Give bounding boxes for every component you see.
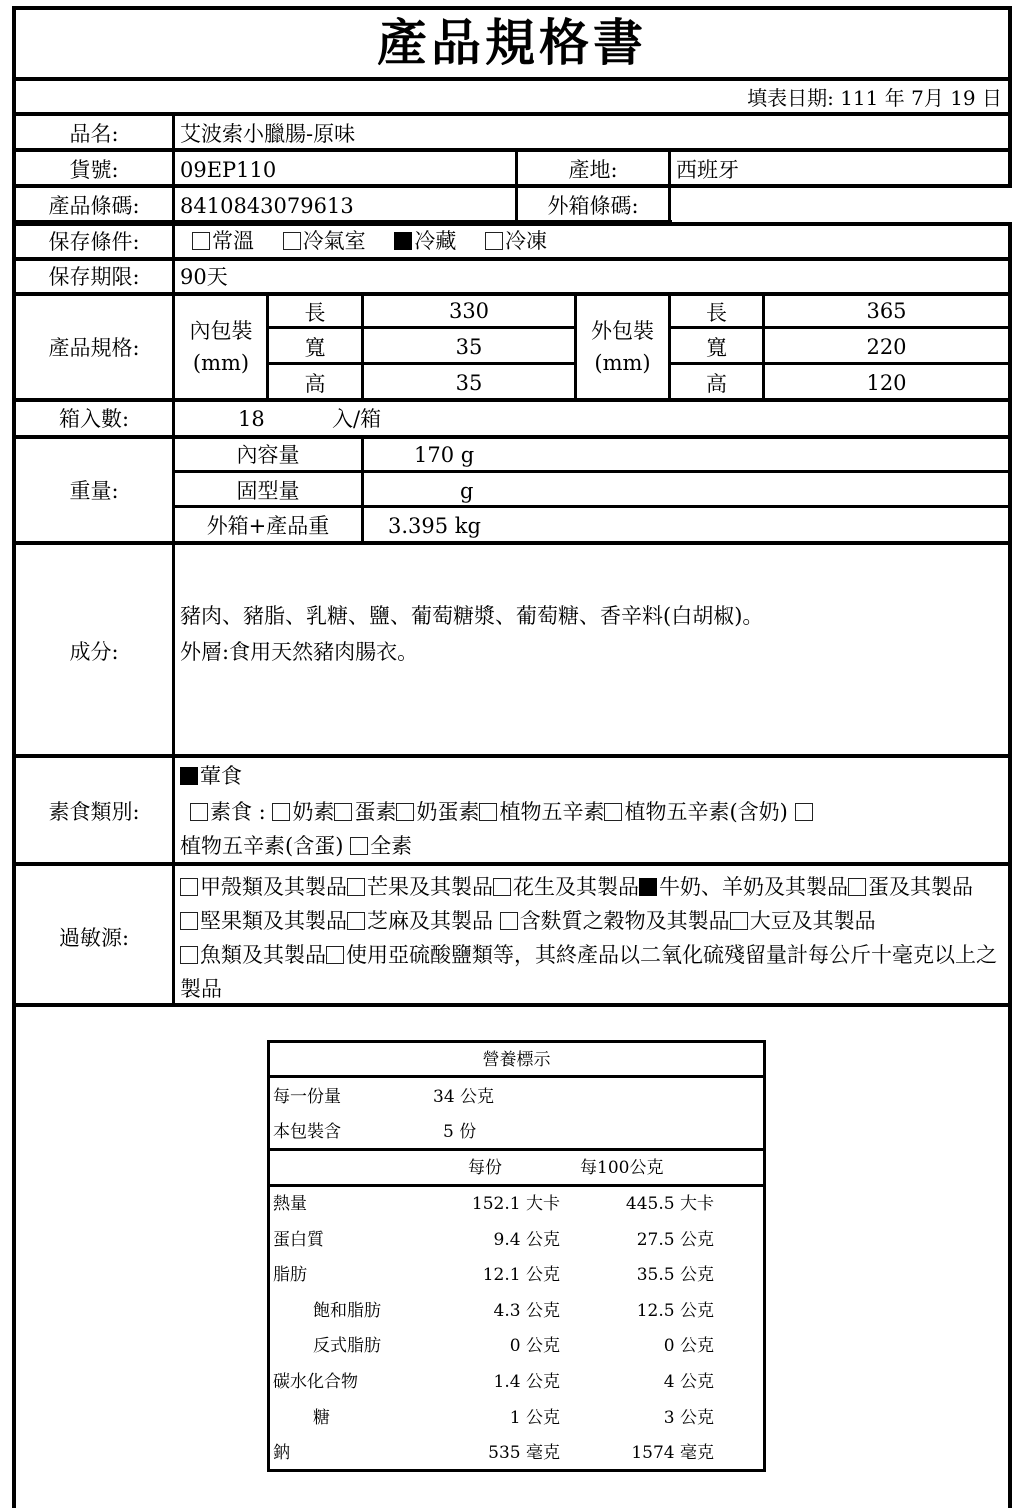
checkbox-icon[interactable] bbox=[848, 878, 866, 896]
nutrient-name: 反式脂肪 bbox=[313, 1336, 381, 1357]
inner-width-label: 寬 bbox=[304, 336, 326, 360]
nutrient-name: 飽和脂肪 bbox=[313, 1300, 381, 1321]
inner-length-label: 長 bbox=[304, 301, 326, 325]
inner-width-value[interactable]: 35 bbox=[455, 335, 483, 359]
col-per-100g: 每100公克 bbox=[580, 1158, 664, 1178]
fill-date-year: 111 bbox=[840, 86, 879, 110]
storage-options bbox=[192, 231, 569, 252]
nutrient-name: 蛋白質 bbox=[273, 1229, 324, 1250]
checkbox-icon[interactable] bbox=[639, 878, 657, 896]
storage-label: 保存條件: bbox=[48, 230, 140, 254]
option-label: 蛋素 bbox=[354, 800, 397, 824]
option-label: 魚類及其製品 bbox=[200, 943, 326, 967]
weight-label: 重量: bbox=[69, 479, 119, 503]
carton-qty-value[interactable]: 18 bbox=[238, 407, 265, 431]
checkbox-icon[interactable] bbox=[795, 803, 813, 821]
option-label: 冷氣室 bbox=[302, 229, 366, 253]
nutrient-name: 糖 bbox=[313, 1407, 330, 1428]
allergen-option[interactable] bbox=[639, 875, 848, 899]
nutrient-per-serving: 4.3 公克 bbox=[493, 1300, 560, 1321]
nutrition-title: 營養標示 bbox=[482, 1050, 551, 1070]
inner-pack-title: 內包裝 bbox=[189, 319, 253, 343]
inner-height-label: 高 bbox=[304, 372, 326, 396]
item-no-label: 貨號: bbox=[69, 158, 119, 182]
checkbox-icon[interactable] bbox=[396, 803, 414, 821]
origin-value[interactable]: 西班牙 bbox=[676, 158, 739, 182]
checkbox-icon[interactable] bbox=[394, 232, 412, 250]
veg-option[interactable] bbox=[604, 800, 787, 824]
rule bbox=[174, 505, 1012, 508]
product-name-value[interactable]: 艾波索小臘腸-原味 bbox=[180, 122, 356, 146]
ingredients-label: 成分: bbox=[69, 640, 119, 664]
option-label: 植物五辛素 bbox=[499, 800, 605, 824]
rule bbox=[669, 326, 1012, 329]
drained-weight-value[interactable]: g bbox=[460, 479, 474, 503]
allergen-option[interactable] bbox=[180, 943, 326, 967]
ingredients-line-1: 豬肉、豬脂、乳糖、鹽、葡萄糖漿、葡萄糖、香辛料(白胡椒)。 bbox=[180, 604, 764, 628]
checkbox-icon[interactable] bbox=[500, 912, 518, 930]
rule bbox=[12, 222, 1012, 226]
checkbox-icon[interactable] bbox=[180, 878, 198, 896]
outer-height-label: 高 bbox=[706, 372, 727, 396]
storage-option[interactable] bbox=[394, 231, 456, 252]
page-title: 產品規格書 bbox=[377, 13, 647, 72]
checkbox-icon[interactable] bbox=[479, 803, 497, 821]
rule bbox=[12, 292, 1012, 296]
nutrient-per-serving: 1.4 公克 bbox=[493, 1372, 560, 1392]
servings-value: 5 份 bbox=[443, 1122, 477, 1142]
spec-label: 產品規格: bbox=[48, 336, 140, 360]
carton-qty-label: 箱入數: bbox=[58, 407, 130, 431]
fill-date-year-unit: 年 bbox=[884, 86, 905, 110]
rule bbox=[12, 257, 1012, 261]
gross-weight-value[interactable]: 3.395 kg bbox=[388, 514, 481, 538]
rule bbox=[12, 541, 1012, 545]
rule bbox=[12, 754, 1012, 758]
checkbox-icon[interactable] bbox=[190, 803, 208, 821]
rule bbox=[12, 6, 1012, 10]
rule bbox=[267, 1148, 766, 1151]
rule bbox=[267, 326, 576, 329]
allergens-label: 過敏源: bbox=[58, 926, 130, 950]
net-content-value[interactable]: 170 g bbox=[414, 443, 475, 467]
option-label: 冷凍 bbox=[505, 229, 548, 253]
rule bbox=[12, 862, 1012, 866]
nutrient-per-100g: 35.5 公克 bbox=[636, 1265, 714, 1286]
veg-option[interactable] bbox=[334, 800, 396, 824]
rule bbox=[12, 435, 1012, 439]
option-label: 植物五辛素(含奶) bbox=[624, 800, 788, 824]
checkbox-icon[interactable] bbox=[180, 912, 198, 930]
option-label: 常溫 bbox=[212, 229, 254, 253]
outer-pack-unit: (mm) bbox=[594, 351, 651, 375]
checkbox-icon[interactable] bbox=[180, 946, 198, 964]
serving-size-value: 34 公克 bbox=[433, 1087, 495, 1107]
vegetarian-label: 素食類別: bbox=[48, 800, 140, 824]
checkbox-icon[interactable] bbox=[730, 912, 748, 930]
option-label: 全素 bbox=[370, 834, 413, 858]
inner-pack-unit: (mm) bbox=[192, 351, 250, 375]
drained-weight-label: 固型量 bbox=[236, 479, 300, 503]
nutrient-per-100g: 0 公克 bbox=[663, 1336, 714, 1357]
option-label: 牛奶、羊奶及其製品 bbox=[659, 875, 848, 899]
allergen-option[interactable] bbox=[848, 875, 973, 899]
allergen-option[interactable] bbox=[347, 909, 493, 933]
nutrient-name: 脂肪 bbox=[273, 1265, 307, 1286]
origin-label: 產地: bbox=[568, 158, 618, 182]
rule bbox=[174, 470, 1012, 473]
veg-option[interactable] bbox=[272, 800, 334, 824]
storage-option[interactable] bbox=[485, 231, 547, 252]
option-label: 奶蛋素 bbox=[416, 800, 480, 824]
veg-option[interactable] bbox=[396, 800, 479, 824]
nutrient-name: 熱量 bbox=[273, 1194, 307, 1214]
checkbox-icon[interactable] bbox=[493, 878, 511, 896]
carton-qty-unit: 入/箱 bbox=[332, 407, 382, 431]
option-label: 大豆及其製品 bbox=[749, 909, 876, 933]
rule bbox=[172, 112, 175, 1005]
shelf-life-value[interactable]: 90天 bbox=[180, 265, 228, 289]
product-name-label: 品名: bbox=[69, 122, 119, 146]
checkbox-icon[interactable] bbox=[326, 946, 344, 964]
allergen-option[interactable] bbox=[180, 875, 347, 899]
checkbox-icon[interactable] bbox=[347, 878, 365, 896]
outer-pack-title: 外包裝 bbox=[591, 319, 654, 343]
veg-option[interactable] bbox=[350, 834, 412, 858]
veg-options-line-1 bbox=[190, 802, 815, 823]
checkbox-icon[interactable] bbox=[283, 232, 301, 250]
allergen-option[interactable] bbox=[730, 909, 876, 933]
checkbox-icon[interactable] bbox=[350, 837, 368, 855]
option-label: 冷藏 bbox=[414, 229, 457, 253]
nutrient-name: 鈉 bbox=[273, 1443, 290, 1464]
allergen-option[interactable] bbox=[180, 909, 347, 933]
outer-height-value[interactable]: 120 bbox=[866, 371, 907, 395]
option-label: 芒果及其製品 bbox=[367, 875, 493, 899]
option-label: 素食 : bbox=[210, 800, 266, 824]
barcode-value[interactable]: 8410843079613 bbox=[180, 194, 354, 218]
storage-option[interactable] bbox=[192, 231, 254, 252]
nutrient-per-serving: 12.1 公克 bbox=[482, 1265, 560, 1286]
nutrient-per-serving: 152.1 大卡 bbox=[471, 1194, 560, 1214]
option-label: 芝麻及其製品 bbox=[367, 909, 493, 933]
option-label: 葷食 bbox=[200, 764, 242, 788]
nutrient-per-serving: 9.4 公克 bbox=[493, 1229, 560, 1250]
checkbox-icon[interactable] bbox=[604, 803, 622, 821]
nutrient-name: 碳水化合物 bbox=[273, 1372, 358, 1392]
inner-height-value[interactable]: 35 bbox=[455, 371, 483, 395]
outer-width-label: 寬 bbox=[706, 336, 727, 360]
fill-date-month: 7月 bbox=[911, 86, 944, 110]
option-label: 甲殼類及其製品 bbox=[200, 875, 347, 899]
rule bbox=[12, 112, 1012, 116]
nutrient-per-serving: 0 公克 bbox=[509, 1336, 560, 1357]
rule bbox=[361, 435, 364, 543]
barcode-label: 產品條碼: bbox=[48, 194, 140, 218]
allergens-list bbox=[180, 870, 1006, 1006]
rule bbox=[267, 1075, 766, 1078]
rule bbox=[574, 292, 577, 400]
option-label: 蛋及其製品 bbox=[868, 875, 973, 899]
outer-length-label: 長 bbox=[706, 301, 727, 325]
fill-date bbox=[747, 88, 1002, 108]
storage-option[interactable] bbox=[283, 231, 366, 252]
checkbox-icon[interactable] bbox=[347, 912, 365, 930]
fill-date-label: 填表日期: bbox=[747, 86, 834, 110]
veg-options-line-2 bbox=[180, 836, 412, 857]
veg-option[interactable] bbox=[479, 800, 604, 824]
outer-width-value[interactable]: 220 bbox=[866, 335, 907, 359]
shelf-life-label: 保存期限: bbox=[48, 265, 140, 289]
allergen-option[interactable] bbox=[347, 875, 493, 899]
nutrient-per-100g: 4 公克 bbox=[663, 1372, 714, 1392]
nutrient-per-100g: 12.5 公克 bbox=[636, 1300, 714, 1321]
allergen-option[interactable] bbox=[493, 875, 639, 899]
rule bbox=[12, 184, 1012, 188]
option-label: 花生及其製品 bbox=[513, 875, 639, 899]
rule bbox=[12, 77, 1012, 81]
nutrient-per-100g: 1574 毫克 bbox=[631, 1443, 714, 1464]
meat-option[interactable] bbox=[180, 766, 242, 787]
checkbox-icon[interactable] bbox=[192, 232, 210, 250]
checkbox-icon[interactable] bbox=[485, 232, 503, 250]
rule bbox=[669, 362, 1012, 365]
rule bbox=[267, 362, 576, 365]
nutrient-per-100g: 3 公克 bbox=[663, 1407, 714, 1428]
rule bbox=[12, 398, 1012, 402]
option-label: 植物五辛素(含蛋) bbox=[180, 834, 344, 858]
servings-label: 本包裝含 bbox=[273, 1122, 341, 1142]
allergen-option[interactable] bbox=[500, 909, 730, 933]
carton-barcode-label: 外箱條碼: bbox=[547, 194, 639, 218]
rule bbox=[12, 148, 1012, 152]
checkbox-icon[interactable] bbox=[272, 803, 290, 821]
gross-weight-label: 外箱+產品重 bbox=[206, 514, 330, 538]
serving-size-label: 每一份量 bbox=[273, 1087, 341, 1107]
option-label: 使用亞硫酸鹽類等，其終產品以二氧化硫殘留量計每公斤十毫克以上之製品 bbox=[180, 943, 997, 1001]
veg-option[interactable] bbox=[190, 800, 266, 824]
nutrient-per-100g: 27.5 公克 bbox=[636, 1229, 714, 1250]
rule bbox=[668, 148, 671, 224]
nutrient-per-100g: 445.5 大卡 bbox=[625, 1194, 714, 1214]
rule bbox=[267, 1184, 766, 1187]
item-no-value[interactable]: 09EP110 bbox=[180, 158, 277, 182]
fill-date-day-unit: 日 bbox=[982, 86, 1002, 110]
net-content-label: 內容量 bbox=[236, 443, 300, 467]
col-per-serving: 每份 bbox=[468, 1158, 502, 1178]
ingredients-line-2: 外層:食用天然豬肉腸衣。 bbox=[180, 640, 419, 664]
inner-length-value[interactable]: 330 bbox=[448, 299, 490, 323]
outer-length-value[interactable]: 365 bbox=[866, 299, 907, 323]
checkbox-icon[interactable] bbox=[334, 803, 352, 821]
checkbox-icon[interactable] bbox=[180, 767, 198, 785]
nutrient-per-serving: 535 毫克 bbox=[488, 1443, 560, 1464]
option-label: 奶素 bbox=[292, 800, 335, 824]
fill-date-day: 19 bbox=[950, 86, 976, 110]
nutrient-per-serving: 1 公克 bbox=[509, 1407, 560, 1428]
option-label: 堅果類及其製品 bbox=[200, 909, 347, 933]
option-label: 含麩質之穀物及其製品 bbox=[519, 909, 730, 933]
